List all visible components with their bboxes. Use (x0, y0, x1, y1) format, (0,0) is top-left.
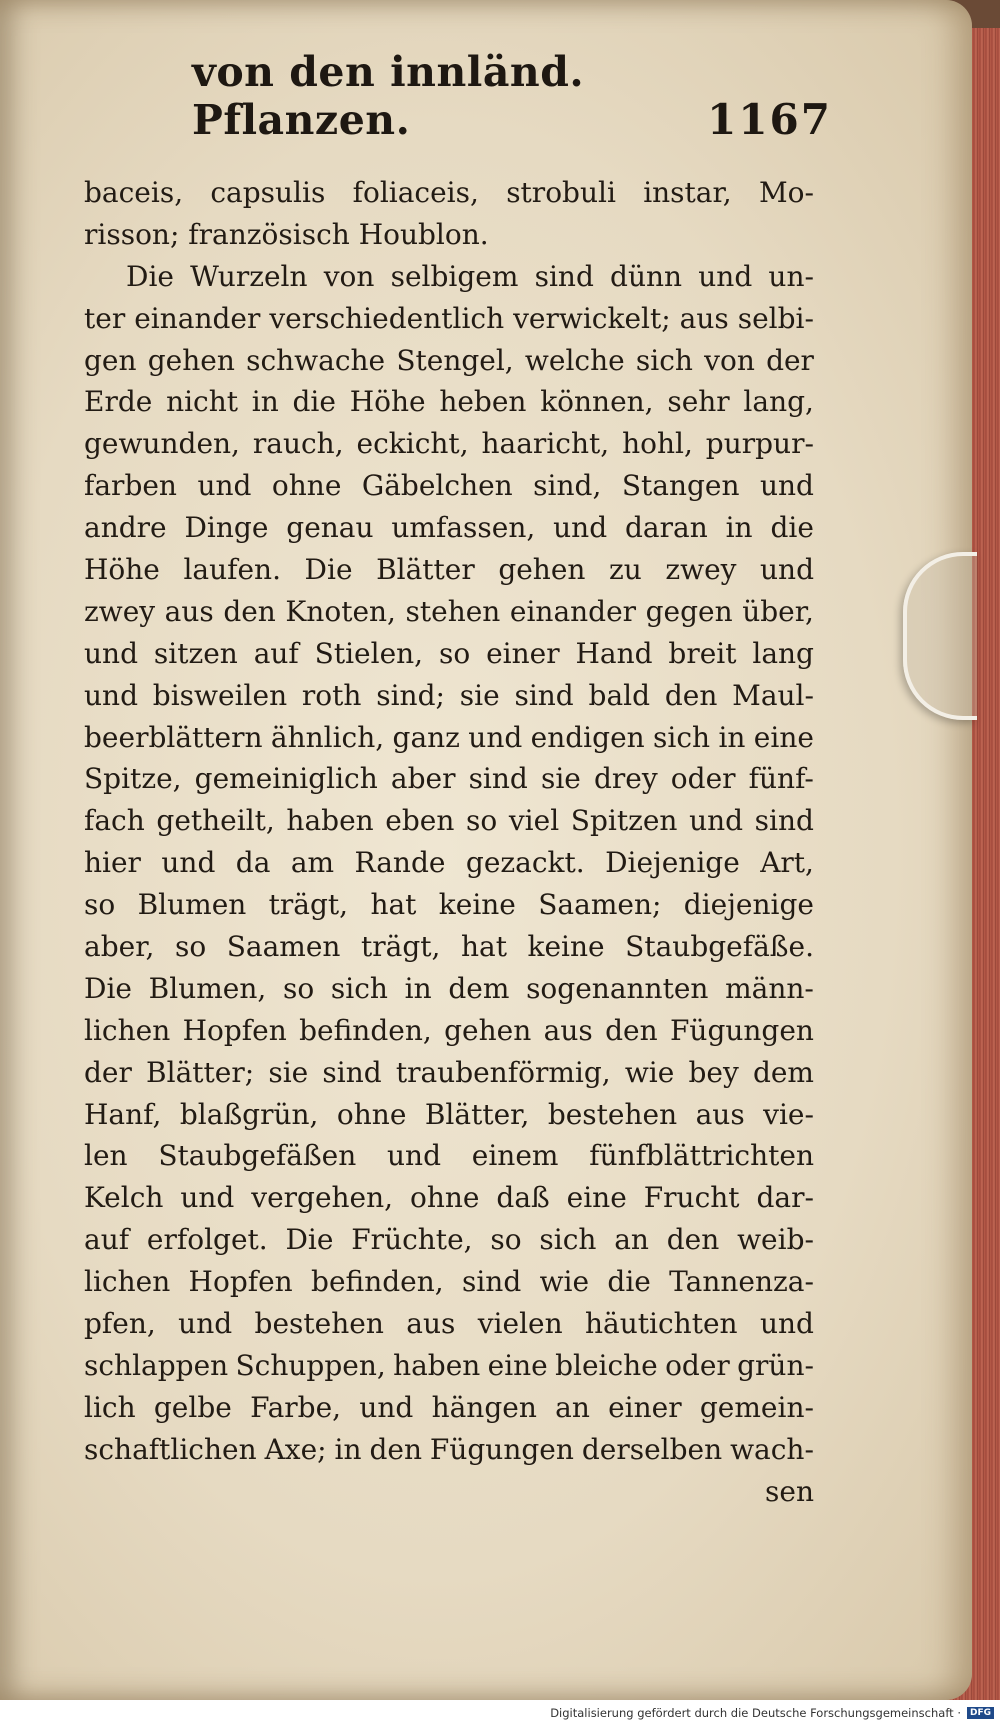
text-line: lichen Hopfen befinden, sind wie die Tannenza- (84, 1265, 814, 1299)
text-line: lichen Hopfen befinden, gehen aus den Fügungen (84, 1013, 814, 1047)
text-line: auf erfolget. Die Früchte, so sich an den weib- (84, 1223, 814, 1257)
running-title: von den innländ. Pflanzen. (192, 48, 585, 144)
text-line: andre Dinge genau umfassen, und daran in die (84, 511, 814, 545)
body-text (84, 172, 814, 1513)
text-line: baceis, capsulis foliaceis, strobuli instar, Mo- (84, 176, 814, 209)
text-line: Die Wurzeln von selbigem sind dünn und un- (126, 259, 814, 293)
text-line: fach getheilt, haben eben so viel Spitzen und sind (84, 804, 814, 838)
footer-bar (0, 1700, 1000, 1726)
text-line: aber, so Saamen trägt, hat keine Staubgefäße. (84, 930, 814, 964)
text-line: schlappen Schuppen, haben eine bleiche oder grün- (84, 1348, 814, 1382)
text-line: schaftlichen Axe; in den Fügungen derselben wach- (84, 1432, 814, 1466)
text-line: gen gehen schwache Stengel, welche sich von der (84, 343, 814, 377)
text-line: und bisweilen roth sind; sie sind bald den Maul- (84, 678, 814, 712)
text-line: und sitzen auf Stielen, so einer Hand breit lang (84, 636, 814, 670)
text-line: ter einander verschiedentlich verwickelt; aus selbi- (84, 301, 814, 335)
page-number: 1167 (707, 95, 832, 144)
text-line: beerblättern ähnlich, ganz und endigen sich in eine (84, 720, 814, 754)
text-line: gewunden, rauch, eckicht, haaricht, hohl, purpur- (84, 427, 814, 461)
text-line: Höhe laufen. Die Blätter gehen zu zwey und (84, 553, 814, 587)
text-line: len Staubgefäßen und einem fünfblättrichten (84, 1139, 814, 1173)
text-line: Hanf, blaßgrün, ohne Blätter, bestehen aus vie- (84, 1097, 814, 1131)
text-line: farben und ohne Gäbelchen sind, Stangen und (84, 469, 814, 503)
dfg-logo-icon: DFG (967, 1707, 994, 1719)
text-line: pfen, und bestehen aus vielen häutichten und (84, 1307, 814, 1341)
text-line: Die Blumen, so sich in dem sogenannten männ- (84, 971, 814, 1005)
text-line: hier und da am Rande gezackt. Diejenige Art, (84, 846, 814, 880)
footer-credit: Digitalisierung gefördert durch die Deutsche Forschungsgemeinschaft · (550, 1706, 961, 1720)
text-line: zwey aus den Knoten, stehen einander gegen über, (84, 594, 814, 628)
text-line: Spitze, gemeiniglich aber sind sie drey oder fünf- (84, 762, 814, 796)
page-header (192, 48, 832, 144)
text-line: Erde nicht in die Höhe heben können, sehr lang, (84, 385, 814, 419)
bookmark-tab (903, 552, 977, 720)
text-line: der Blätter; sie sind traubenförmig, wie bey dem (84, 1055, 814, 1089)
catchword: sen (765, 1474, 814, 1508)
text-line: risson; französisch Houblon. (84, 217, 489, 251)
text-line: Kelch und vergehen, ohne daß eine Frucht dar- (84, 1181, 814, 1215)
text-line: lich gelbe Farbe, und hängen an einer gemein- (84, 1390, 814, 1424)
text-line: so Blumen trägt, hat keine Saamen; diejenige (84, 888, 814, 922)
